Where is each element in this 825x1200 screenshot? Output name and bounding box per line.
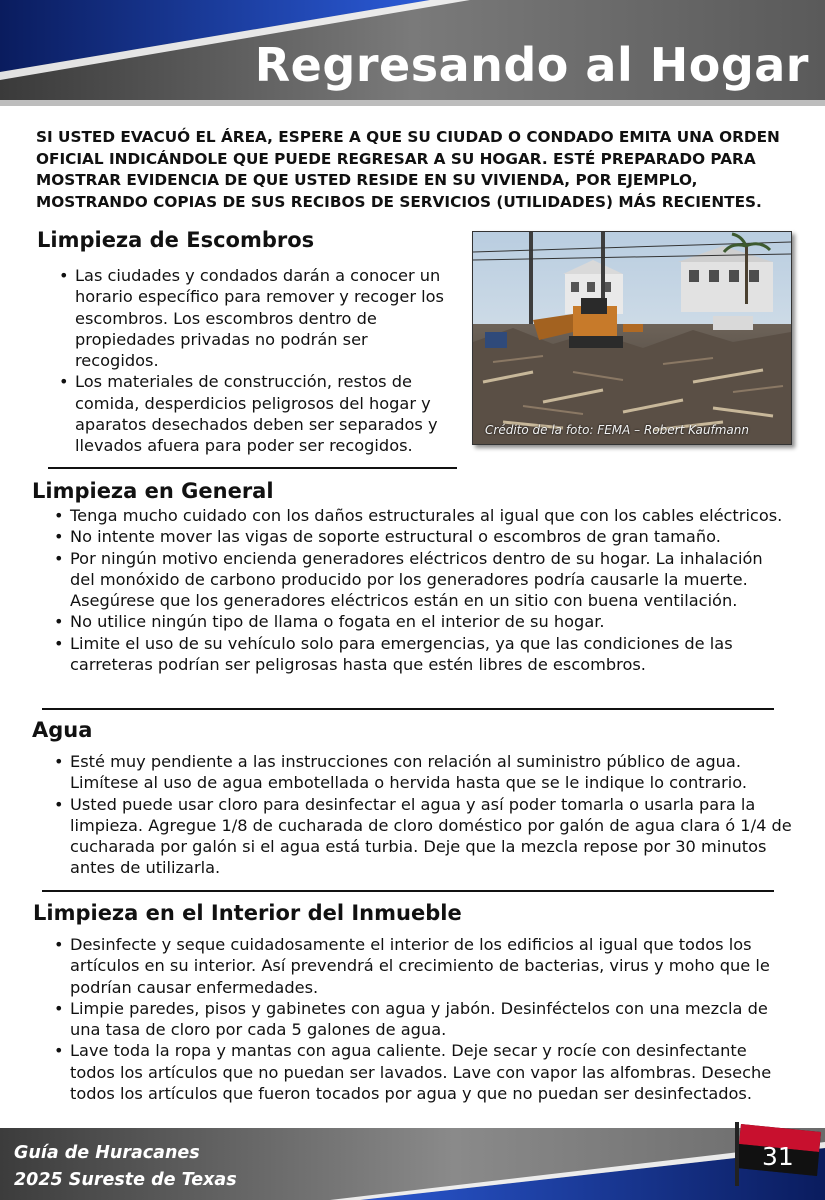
list-item: • No intente mover las vigas de soporte estructural o escombros de gran tamaño.	[52, 526, 792, 547]
photo-credit: Crédito de la foto: FEMA – Robert Kaufmann	[485, 423, 749, 437]
guide-edition: 2025 Sureste de Texas	[14, 1170, 237, 1190]
section-heading-general-cleanup: Limpieza en General	[32, 479, 274, 503]
section-heading-water: Agua	[32, 718, 93, 742]
list-item: • Esté muy pendiente a las instrucciones con relación al suministro público de agua. Limítese al uso de agua embotellada o hervida hasta que se le indique lo contrario.	[52, 751, 792, 794]
page-header	[0, 0, 825, 106]
general-cleanup-list	[52, 505, 792, 675]
section-divider	[48, 467, 457, 469]
debris-photo	[472, 231, 792, 445]
intro-notice: SI USTED EVACUÓ EL ÁREA, ESPERE A QUE SU CIUDAD O CONDADO EMITA UNA ORDEN OFICIAL INDICÁNDOLE QUE PUEDE REGRESAR A SU HOGAR. ESTÉ PREPARADO PARA MOSTRAR EVIDENCIA DE QUE USTED RESIDE EN SU VIVIENDA, POR EJEMPLO, MOSTRANDO COPIAS DE SUS RECIBOS DE SERVICIOS (UTILIDADES) MÁS RECIENTES.	[36, 128, 780, 211]
list-item: • Lave toda la ropa y mantas con agua caliente. Deje secar y rocíe con desinfectante todos los artículos que no puedan ser lavados. Lave con vapor las alfombras. Deseche todos los artículos que fueron tocados por agua y que no puedan ser desinfectados.	[52, 1040, 792, 1104]
list-item: • Los materiales de construcción, restos de comida, desperdicios peligrosos del hogar y aparatos desechados deben ser separados y llevados afuera para poder ser recogidos.	[57, 371, 451, 456]
debris-scene-image	[473, 232, 791, 444]
list-item: • Las ciudades y condados darán a conocer un horario específico para remover y recoger los escombros. Los escombros dentro de propiedades privadas no podrán ser recogidos.	[57, 265, 451, 371]
page-number: 31	[762, 1142, 794, 1171]
list-item: • Usted puede usar cloro para desinfectar el agua y así poder tomarla o usarla para la limpieza. Agregue 1/8 de cucharada de cloro doméstico por galón de agua clara ó 1/4 de cucharada por galón si el agua está turbia. Deje que la mezcla repose por 30 minutos antes de utilizarla.	[52, 794, 792, 879]
page-title: Regresando al Hogar	[254, 38, 809, 92]
section-heading-interior-cleanup: Limpieza en el Interior del Inmueble	[33, 901, 462, 925]
guide-name: Guía de Huracanes	[14, 1143, 200, 1163]
list-item: • Limpie paredes, pisos y gabinetes con agua y jabón. Desinféctelos con una mezcla de una tasa de cloro por cada 5 galones de agua.	[52, 998, 792, 1041]
debris-list	[57, 265, 451, 457]
list-item: • Limite el uso de su vehículo solo para emergencias, ya que las condiciones de las carreteras podrían ser peligrosas hasta que estén libres de escombros.	[52, 633, 792, 676]
section-heading-debris: Limpieza de Escombros	[37, 228, 315, 252]
interior-cleanup-list	[52, 934, 792, 1104]
section-divider	[42, 890, 774, 892]
list-item: • Por ningún motivo encienda generadores eléctricos dentro de su hogar. La inhalación del monóxido de carbono producido por los generadores podría causarle la muerte. Asegúrese que los generadores eléctricos están en un sitio con buena ventilación.	[52, 548, 792, 612]
footer-title	[14, 1140, 237, 1194]
list-item: • Tenga mucho cuidado con los daños estructurales al igual que con los cables eléctricos.	[52, 505, 792, 526]
list-item: • No utilice ningún tipo de llama o fogata en el interior de su hogar.	[52, 611, 792, 632]
water-list	[52, 751, 792, 879]
section-divider	[42, 708, 774, 710]
list-item: • Desinfecte y seque cuidadosamente el interior de los edificios al igual que todos los artículos en su interior. Así prevendrá el crecimiento de bacterias, virus y moho que le podrían causar enfermedades.	[52, 934, 792, 998]
